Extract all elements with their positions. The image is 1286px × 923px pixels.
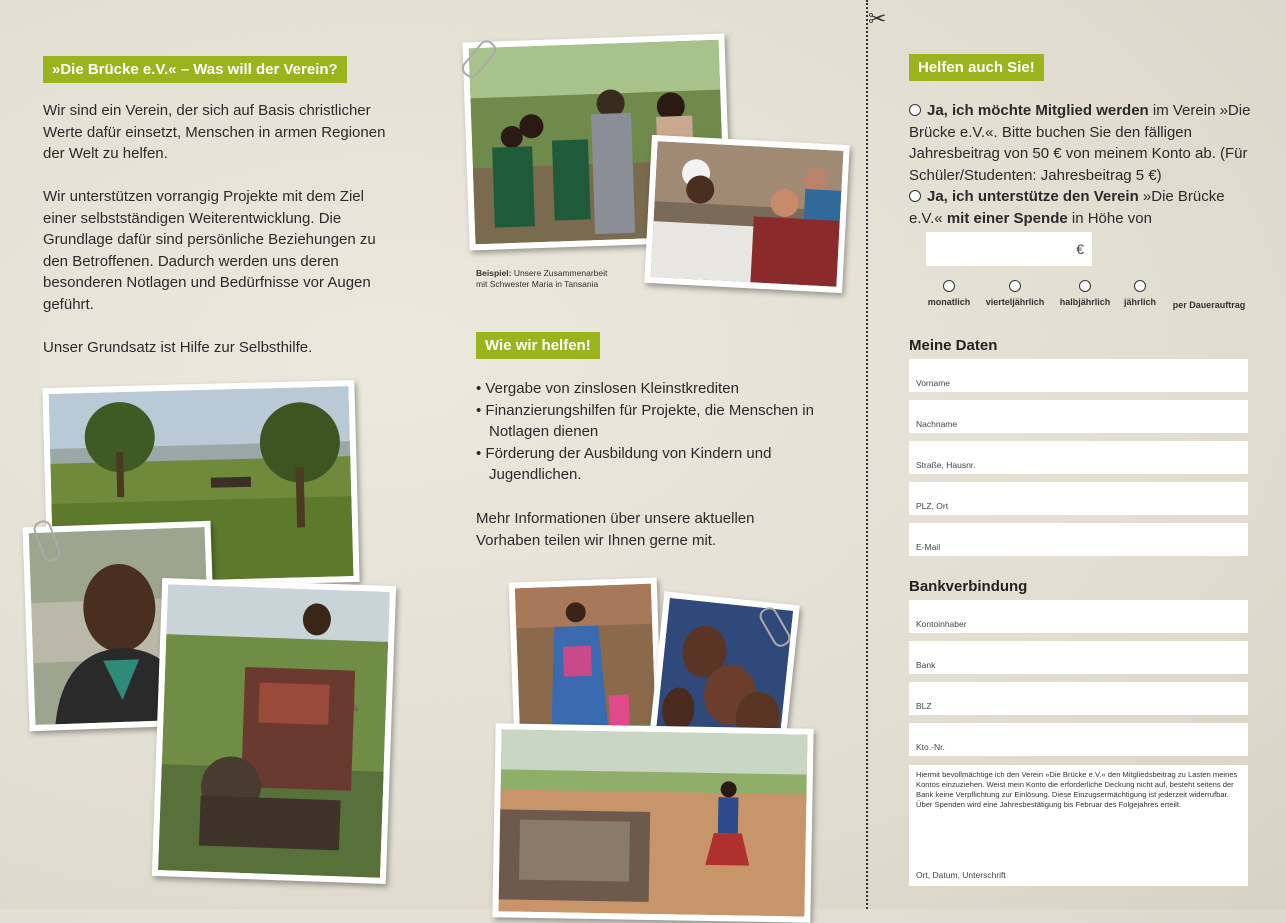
option-membership[interactable] (909, 100, 1254, 186)
first-name-field[interactable]: Vorname (909, 359, 1248, 392)
signature-label: Ort, Datum, Unterschrift (916, 870, 1006, 880)
radio-membership[interactable] (909, 104, 921, 116)
paragraph-2: Wir unterstützen vorrangig Projekte mit dem Ziel einer selbstständigen Weiterentwicklung. Die Grundlage dafür sind persönliche Beziehungen zu den Betroffenen. Dadurch werden uns deren besonderen Notlagen und Bedürfnisse vor Augen geführt. (43, 188, 376, 313)
freq-label: jährlich (1123, 297, 1156, 307)
radio-monthly[interactable] (943, 280, 955, 292)
help-item: • Finanzierungshilfen für Projekte, die Menschen in Notlagen dienen (476, 400, 826, 443)
freq-quarterly[interactable] (980, 280, 1050, 307)
email-field[interactable]: E-Mail (909, 523, 1248, 556)
currency-label: € (1076, 241, 1084, 257)
heading-helfen: Helfen auch Sie! (909, 54, 1044, 81)
account-holder-field[interactable]: Kontoinhaber (909, 600, 1248, 633)
last-name-field[interactable]: Nachname (909, 400, 1248, 433)
freq-label: monatlich (927, 297, 971, 307)
option-donation[interactable] (909, 186, 1254, 229)
option2-text: in Höhe von (1067, 209, 1152, 227)
caption-line-2: mit Schwester Maria in Tansania (476, 279, 599, 289)
personal-data-title: Meine Daten (909, 337, 998, 354)
mandate-text: Hiermit bevollmächtige ich den Verein »Die Brücke e.V.« den Mitgliedsbeitrag zu Lasten meines Kontos einzuziehen. Weist mein Konto die erforderliche Deckung nicht auf, besteht seitens der Bank keine Verpflichtung zur Einlösung. Diese Einzugsermächtigung ist jederzeit widerrufbar. Über Spenden wird eine Jahresbestätigung bis Februar des Folgejahres erteilt. (916, 770, 1238, 809)
radio-donation[interactable] (909, 190, 921, 202)
freq-yearly[interactable] (1118, 280, 1162, 307)
mandate-box[interactable] (909, 765, 1248, 886)
photo-caption (476, 268, 607, 290)
more-info-text: Mehr Informationen über unsere aktuellen Vorhaben teilen wir Ihnen gerne mit. (476, 510, 755, 549)
bank-title: Bankverbindung (909, 578, 1028, 595)
freq-halfyearly[interactable] (1055, 280, 1115, 307)
freq-standing-order (1166, 300, 1252, 310)
freq-monthly[interactable] (924, 280, 974, 307)
photo-meeting (644, 135, 849, 293)
option2-bold-2: mit einer Spende (946, 209, 1068, 227)
photo-farmer (152, 578, 396, 884)
scissors-icon: ✂ (868, 6, 887, 31)
caption-line-1: Unsere Zusammenarbeit (513, 268, 608, 278)
paragraph-3: Unser Grundsatz ist Hilfe zur Selbsthilfe. (43, 338, 313, 356)
cut-line (866, 0, 868, 909)
zip-city-field[interactable]: PLZ, Ort (909, 482, 1248, 515)
spacer (909, 100, 910, 101)
heading-verein: »Die Brücke e.V.« – Was will der Verein? (43, 56, 347, 83)
photo-goats (492, 723, 813, 923)
caption-bold: Beispiel: (476, 268, 512, 278)
street-field[interactable]: Straße, Hausnr. (909, 441, 1248, 474)
radio-quarterly[interactable] (1009, 280, 1021, 292)
heading-wie-wir-helfen: Wie wir helfen! (476, 332, 600, 359)
freq-label: per Dauerauftrag (1172, 300, 1246, 310)
donation-amount-field[interactable] (926, 232, 1092, 266)
paragraph-1: Wir sind ein Verein, der sich auf Basis christlicher Werte dafür einsetzt, Menschen in armen Regionen der Welt zu helfen. (43, 102, 386, 162)
help-list (476, 378, 826, 486)
help-item: • Förderung der Ausbildung von Kindern und Jugendlichen. (476, 443, 826, 486)
radio-yearly[interactable] (1134, 280, 1146, 292)
freq-label: vierteljährlich (985, 297, 1045, 307)
option1-bold: Ja, ich möchte Mitglied werden (927, 102, 1149, 119)
intro-text (43, 100, 393, 380)
blz-field[interactable]: BLZ (909, 682, 1248, 715)
option1-text: im Verein »Die Brücke e.V.«. Bitte buchen Sie den fälligen Jahresbeitrag von 50 € von meinem Konto ab. (Für Schüler/Studenten: Jahresbeitrag 5 €) (909, 102, 1251, 184)
account-number-field[interactable]: Kto.-Nr. (909, 723, 1248, 756)
radio-halfyearly[interactable] (1079, 280, 1091, 292)
freq-label: halbjährlich (1059, 297, 1111, 307)
help-item: • Vergabe von zinslosen Kleinstkrediten (476, 378, 826, 400)
option2-mid: »Die Brücke e.V.« (909, 188, 1225, 227)
option2-bold-1: Ja, ich unterstütze den Verein (927, 188, 1139, 205)
bank-field[interactable]: Bank (909, 641, 1248, 674)
